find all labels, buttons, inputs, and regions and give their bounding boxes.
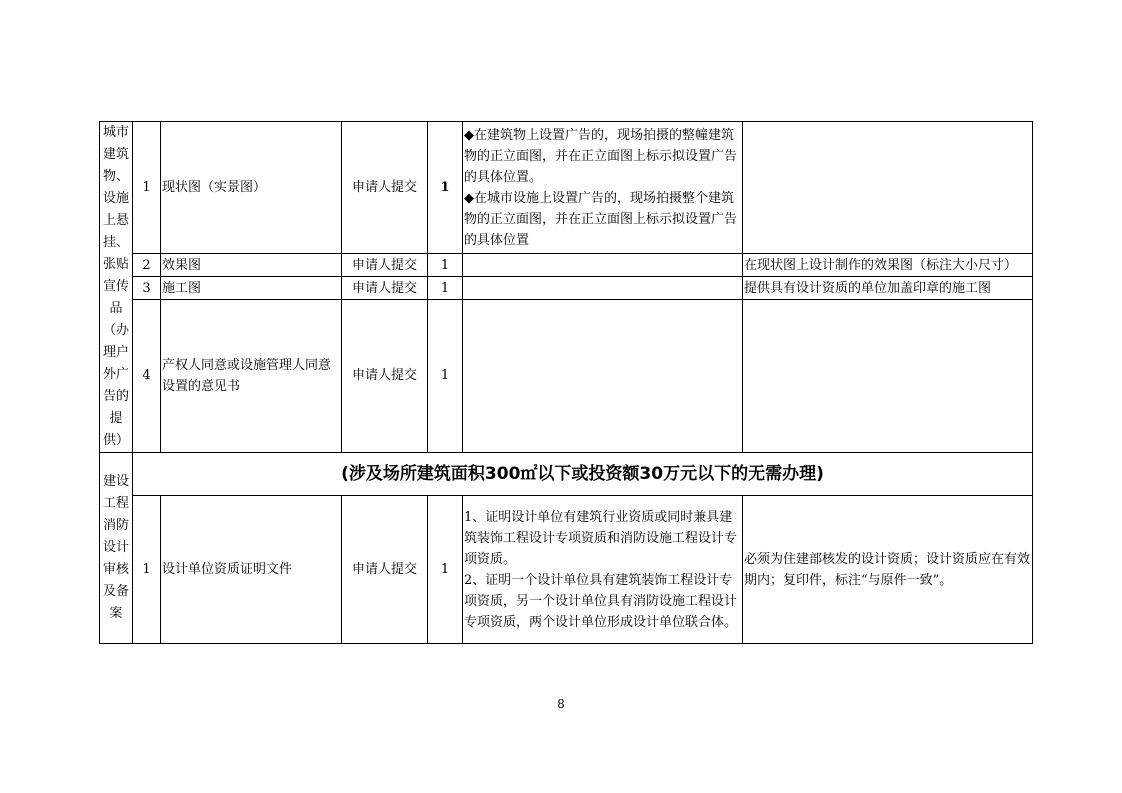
category-cell bbox=[100, 122, 133, 453]
category-cell bbox=[100, 453, 133, 644]
note-cell bbox=[743, 122, 1033, 254]
material-name: 现状图（实景图） bbox=[161, 122, 342, 254]
requirements-cell bbox=[463, 122, 743, 254]
row-number: 4 bbox=[133, 299, 161, 452]
note-cell bbox=[743, 299, 1033, 452]
table-row bbox=[100, 122, 1033, 254]
requirements-cell bbox=[463, 254, 743, 277]
materials-table bbox=[99, 121, 1033, 644]
material-source: 申请人提交 bbox=[342, 254, 428, 277]
category-label: 建设工程消防设计审核及备案 bbox=[102, 474, 129, 621]
row-number: 2 bbox=[133, 254, 161, 277]
material-source: 申请人提交 bbox=[342, 277, 428, 300]
note-cell: 必须为住建部核发的设计资质；设计资质应在有效期内；复印件，标注“与原件一致”。 bbox=[743, 496, 1033, 644]
table-row bbox=[100, 453, 1033, 496]
copy-count: 1 bbox=[428, 299, 463, 452]
copy-count: 1 bbox=[428, 254, 463, 277]
material-name: 施工图 bbox=[161, 277, 342, 300]
material-source: 申请人提交 bbox=[342, 496, 428, 644]
requirements-cell bbox=[463, 277, 743, 300]
requirement-item: 1、证明设计单位有建筑行业资质或同时兼具建筑装饰工程设计专项资质和消防设施工程设计专项资质。 bbox=[464, 509, 738, 567]
row-number: 3 bbox=[133, 277, 161, 300]
copy-count: 1 bbox=[428, 277, 463, 300]
row-number: 1 bbox=[133, 496, 161, 644]
material-name: 设计单位资质证明文件 bbox=[161, 496, 342, 644]
requirement-item: ◆在城市设施上设置广告的，现场拍摄整个建筑物的正立面图，并在正立面图上标示拟设置广告的具体位置 bbox=[464, 190, 738, 248]
table-row bbox=[100, 299, 1033, 452]
material-source: 申请人提交 bbox=[342, 299, 428, 452]
page-number: 8 bbox=[557, 697, 565, 711]
material-source: 申请人提交 bbox=[342, 122, 428, 254]
requirement-item: ◆在建筑物上设置广告的，现场拍摄的整幢建筑物的正立面图，并在正立面图上标示拟设置广告的具体位置。 bbox=[464, 127, 738, 185]
category-label: 城市建筑物、设施上悬挂、张贴宣传品（办理户外广告的提供） bbox=[102, 125, 129, 448]
copy-count: 1 bbox=[428, 122, 463, 254]
material-name: 产权人同意或设施管理人同意设置的意见书 bbox=[161, 299, 342, 452]
requirements-cell bbox=[463, 299, 743, 452]
note-cell: 提供具有设计资质的单位加盖印章的施工图 bbox=[743, 277, 1033, 300]
material-name: 效果图 bbox=[161, 254, 342, 277]
table-row bbox=[100, 277, 1033, 300]
row-number: 1 bbox=[133, 122, 161, 254]
table-row bbox=[100, 254, 1033, 277]
copy-count: 1 bbox=[428, 496, 463, 644]
section-banner: (涉及场所建筑面积300㎡以下或投资额30万元以下的无需办理) bbox=[133, 453, 1033, 496]
requirement-item: 2、证明一个设计单位具有建筑装饰工程设计专项资质，另一个设计单位具有消防设施工程设计专项资质，两个设计单位形成设计单位联合体。 bbox=[464, 572, 738, 630]
requirements-cell bbox=[463, 496, 743, 644]
note-cell: 在现状图上设计制作的效果图（标注大小尺寸） bbox=[743, 254, 1033, 277]
table-row bbox=[100, 496, 1033, 644]
